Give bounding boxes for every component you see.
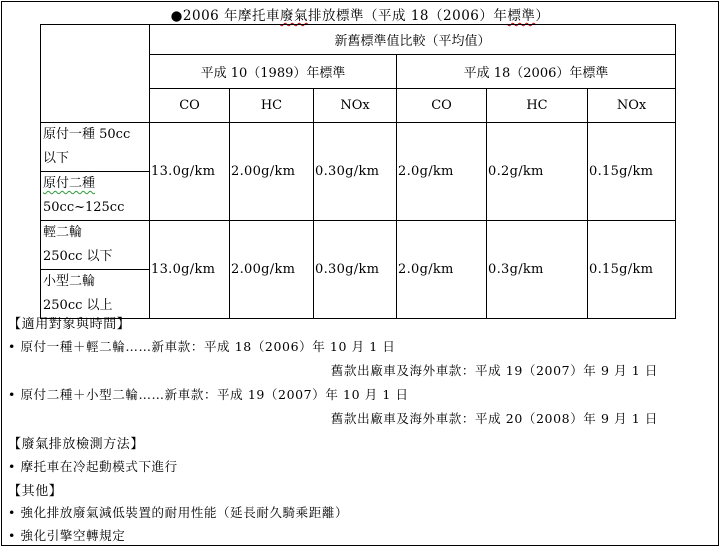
category-line: 250cc 以下	[43, 249, 113, 264]
value-cell: 0.30g/km	[314, 123, 397, 221]
title-mid: 排放標準（平成 18（2006）年	[308, 8, 508, 24]
compare-header: 新舊標準值比較（平均值）	[150, 25, 676, 55]
category-line: 原付二種	[43, 176, 96, 191]
category-label	[41, 270, 150, 319]
pollutant-header: CO	[150, 89, 230, 123]
method-heading: 【廢氣排放檢測方法】	[8, 437, 145, 452]
page-title	[0, 4, 720, 24]
value-cell: 2.0g/km	[397, 123, 487, 221]
category-line: 250cc 以上	[43, 298, 113, 313]
new-standard-header: 平成 18（2006）年標準	[397, 55, 676, 89]
pollutant-header: HC	[230, 89, 314, 123]
value-cell: 2.0g/km	[397, 221, 487, 319]
scope-item-2-detail: 舊款出廠車及海外車款：平成 20（2008）年 9 月 1 日	[330, 411, 658, 426]
category-label	[41, 123, 150, 172]
title-suffix: ）	[535, 8, 550, 24]
title-bullet: ●	[170, 8, 183, 24]
category-line: 50cc~125cc	[43, 200, 125, 215]
pollutant-header: NOx	[314, 89, 397, 123]
value-cell: 0.30g/km	[314, 221, 397, 319]
category-line: 小型二輪	[43, 274, 96, 289]
value-cell: 0.2g/km	[487, 123, 588, 221]
emission-standards-table	[40, 24, 676, 319]
pollutant-header: HC	[487, 89, 588, 123]
scope-item-2: • 原付二種＋小型二輪……新車款：平成 19（2007）年 10 月 1 日	[8, 387, 409, 402]
category-line: 輕二輪	[43, 225, 83, 240]
table-corner-cell	[41, 25, 150, 123]
table-row	[41, 221, 676, 270]
pollutant-header: CO	[397, 89, 487, 123]
scope-heading: 【適用對象與時間】	[8, 317, 131, 332]
other-heading: 【其他】	[8, 484, 63, 499]
category-line: 原付一種 50cc	[43, 127, 131, 142]
other-item-2: • 強化引擎空轉規定	[8, 528, 126, 543]
table-row	[41, 123, 676, 172]
category-line: 以下	[43, 151, 70, 166]
value-cell: 0.3g/km	[487, 221, 588, 319]
value-cell: 13.0g/km	[150, 221, 230, 319]
category-label	[41, 221, 150, 270]
value-cell: 2.00g/km	[230, 123, 314, 221]
value-cell: 2.00g/km	[230, 221, 314, 319]
value-cell: 13.0g/km	[150, 123, 230, 221]
method-item-1: • 摩托車在冷起動模式下進行	[8, 459, 178, 474]
scope-item-1: • 原付一種＋輕二輪……新車款：平成 18（2006）年 10 月 1 日	[8, 339, 396, 354]
title-wavy-word-1: 廢氣	[280, 8, 309, 24]
pollutant-header: NOx	[588, 89, 676, 123]
category-label	[41, 172, 150, 221]
old-standard-header: 平成 10（1989）年標準	[150, 55, 397, 89]
title-prefix: 2006 年摩托車	[182, 8, 281, 24]
scope-item-1-detail: 舊款出廠車及海外車款：平成 19（2007）年 9 月 1 日	[330, 363, 658, 378]
other-item-1: • 強化排放廢氣減低裝置的耐用性能（延長耐久騎乘距離）	[8, 505, 349, 520]
value-cell: 0.15g/km	[588, 221, 676, 319]
title-wavy-word-2: 標準	[507, 8, 536, 24]
value-cell: 0.15g/km	[588, 123, 676, 221]
